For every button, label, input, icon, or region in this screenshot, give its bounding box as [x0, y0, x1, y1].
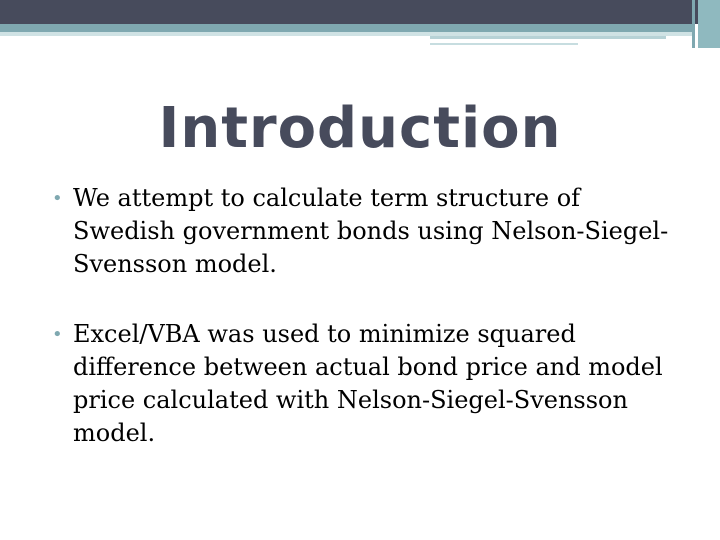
bullet-text: We attempt to calculate term structure of Swedish government bonds using Nelson-Siegel-Svensson model. — [73, 184, 669, 278]
header-accent — [692, 0, 720, 48]
header-underline — [430, 36, 666, 39]
header-stripe — [0, 24, 692, 32]
bullet-item — [52, 182, 672, 281]
header-underline-short — [430, 43, 578, 45]
bullet-text: Excel/VBA was used to minimize squared difference between actual bond price and model price calculated with Nelson-Siegel-Svensson model. — [73, 320, 663, 447]
bullet-item — [52, 318, 672, 450]
header-accent-block — [698, 0, 720, 48]
header-accent-stripe — [692, 0, 695, 48]
bullet-marker: • — [52, 188, 63, 209]
header-bar — [0, 0, 720, 24]
bullet-marker: • — [52, 324, 63, 345]
bullet-list — [52, 182, 672, 450]
slide-title: Introduction — [158, 96, 562, 161]
